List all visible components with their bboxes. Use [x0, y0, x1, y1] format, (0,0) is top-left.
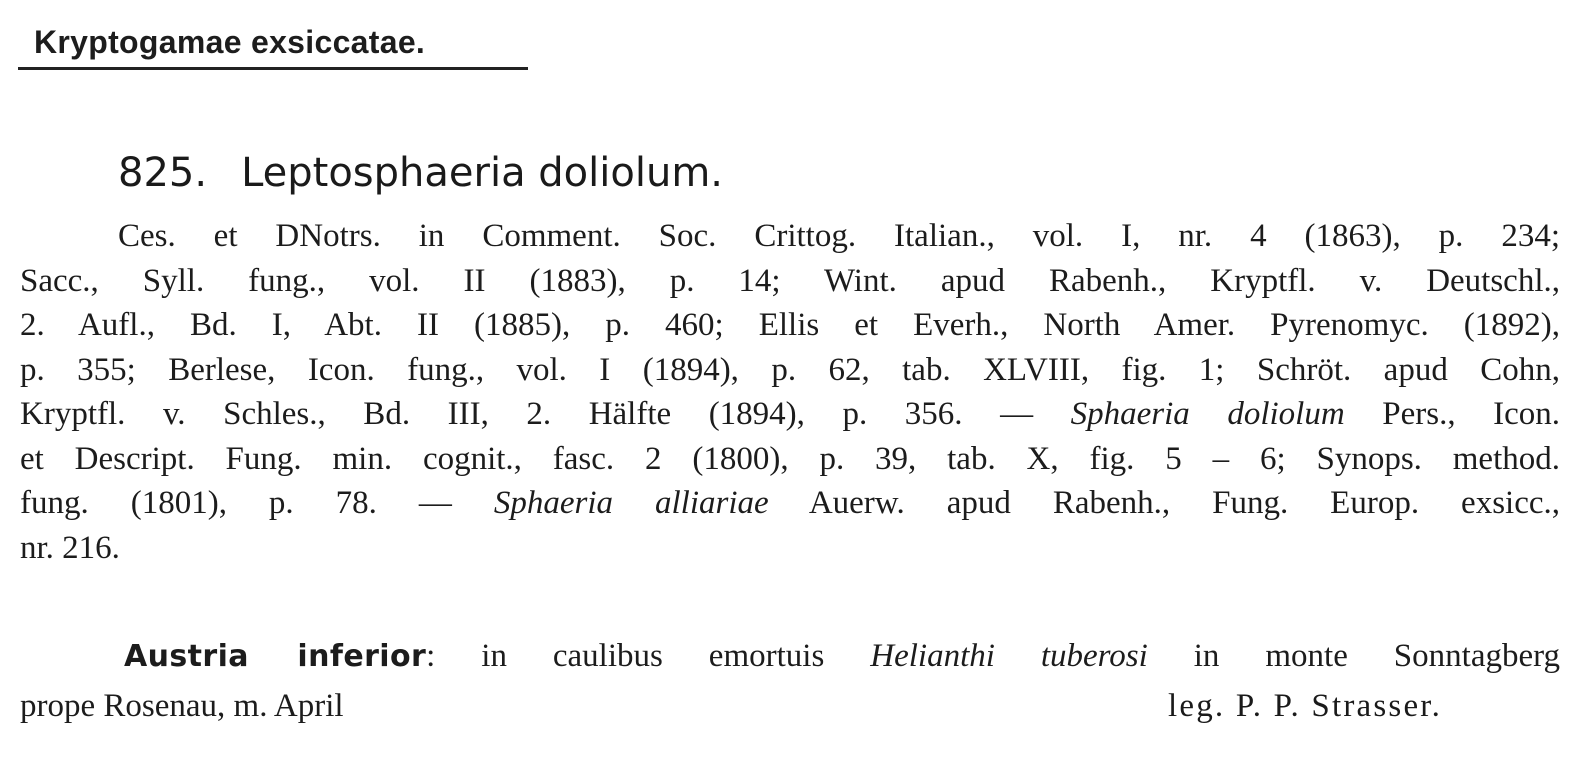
reference-text: Pers., Icon.: [1382, 396, 1561, 432]
reference-line: [20, 392, 1560, 437]
references-block: [20, 214, 1560, 570]
reference-line: Ces. et DNotrs. in Comment. Soc. Crittog. Italian., vol. I, nr. 4 (1863), p. 234;: [118, 218, 1560, 254]
reference-line: 2. Aufl., Bd. I, Abt. II (1885), p. 460; Ellis et Everh., North Amer. Pyrenomyc. (1892),: [20, 307, 1560, 343]
synonym-name: Sphaeria alliariae: [493, 485, 769, 521]
locality-region: Austria inferior: [124, 639, 427, 674]
reference-line: et Descript. Fung. min. cognit., fasc. 2 (1800), p. 39, tab. X, fig. 5 – 6; Synops. method.: [20, 440, 1560, 477]
locality-line-inner: [20, 634, 1560, 679]
reference-line: [20, 481, 1560, 526]
entry-number: 825.: [118, 150, 208, 196]
series-header: [18, 24, 528, 70]
host-name: Helianthi tuberosi: [870, 638, 1148, 674]
reference-line: nr. 216.: [20, 529, 120, 566]
species-name: Leptosphaeria doliolum.: [241, 150, 723, 196]
locality-date: prope Rosenau, m. April: [20, 688, 344, 724]
reference-line: Sacc., Syll. fung., vol. II (1883), p. 14; Wint. apud Rabenh., Kryptfl. v. Deutschl.,: [20, 262, 1560, 299]
locality-text: : in caulibus emortuis: [426, 638, 825, 674]
reference-text: Kryptfl. v. Schles., Bd. III, 2. Hälfte (1894), p. 356. —: [20, 396, 1034, 432]
reference-text: Auerw. apud Rabenh., Fung. Europ. exsicc.,: [808, 485, 1560, 521]
reference-text: fung. (1801), p. 78. —: [20, 485, 452, 521]
reference-line: p. 355; Berlese, Icon. fung., vol. I (1894), p. 62, tab. XLVIII, fig. 1; Schröt. apud Cohn,: [20, 351, 1560, 388]
series-title: Kryptogamae exsiccatae.: [34, 24, 426, 60]
collector: leg. P. P. Strasser.: [1168, 688, 1443, 724]
locality-line: [20, 634, 1560, 679]
locality-text: in monte Sonntagberg: [1193, 638, 1560, 674]
synonym-name: Sphaeria doliolum: [1070, 396, 1345, 432]
entry-heading: [118, 150, 723, 196]
